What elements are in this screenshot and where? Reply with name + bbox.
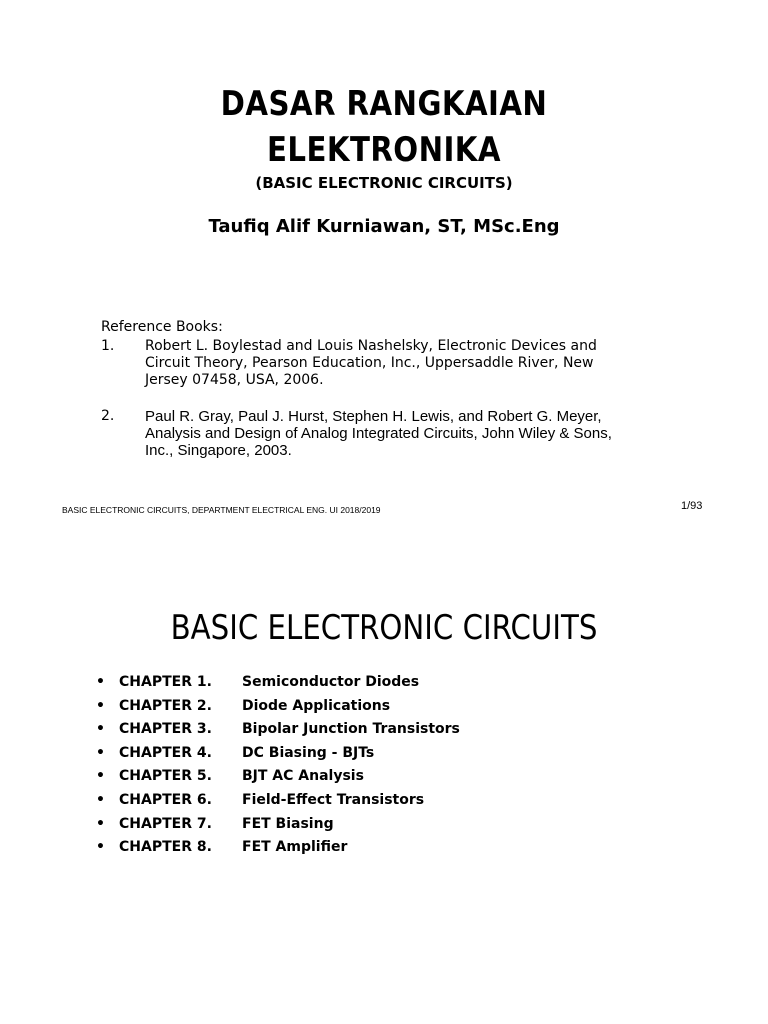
references-heading: Reference Books: [101,319,223,335]
reference-item-1 [101,338,701,398]
bullet-icon: • [96,768,105,785]
chapter-label: CHAPTER 1. [119,674,212,690]
chapter-list [96,674,596,863]
list-item [96,721,596,745]
chapter-name: Bipolar Junction Transistors [242,721,460,738]
bullet-icon: • [96,674,105,690]
list-item [96,745,596,769]
chapter-name: DC Biasing - BJTs [242,744,375,761]
chapter-label: CHAPTER 5. [119,768,212,785]
reference-number: 1. [101,338,115,354]
list-item [96,816,596,840]
chapter-name: Semiconductor Diodes [242,674,420,690]
chapter-label: CHAPTER 2. [119,697,212,714]
author-name: Taufiq Alif Kurniawan, ST, MSc.Eng [208,216,560,237]
chapter-label: CHAPTER 4. [119,744,212,761]
bullet-icon: • [96,721,105,738]
chapter-label: CHAPTER 7. [119,815,212,832]
reference-line: Analysis and Design of Analog Integrated Circuits, John Wiley & Sons, [145,425,612,442]
chapter-label: CHAPTER 3. [119,721,212,738]
reference-line: Circuit Theory, Pearson Education, Inc., Uppersaddle River, New [145,355,594,371]
reference-line: Robert L. Boylestad and Louis Nashelsky, Electronic Devices and [145,338,597,354]
chapter-name: Diode Applications [242,697,391,714]
reference-number: 2. [101,408,115,424]
bullet-icon: • [96,839,105,856]
list-item [96,792,596,816]
list-item [96,768,596,792]
document-title-line-2: ELEKTRONIKA [267,130,501,170]
list-item [96,698,596,722]
list-item [96,674,596,698]
bullet-icon: • [96,815,105,832]
bullet-icon: • [96,744,105,761]
bullet-icon: • [96,791,105,808]
slide-title: BASIC ELECTRONIC CIRCUITS [170,608,598,648]
page-number: 1/93 [681,500,703,512]
chapter-name: BJT AC Analysis [242,768,364,785]
document-subtitle: (BASIC ELECTRONIC CIRCUITS) [255,174,513,192]
chapter-name: FET Amplifier [242,839,348,856]
list-item [96,839,596,863]
chapter-name: FET Biasing [242,815,334,832]
reference-line: Jersey 07458, USA, 2006. [145,372,324,388]
page-footer: BASIC ELECTRONIC CIRCUITS, DEPARTMENT ELECTRICAL ENG. UI 2018/2019 [62,505,381,515]
reference-line: Paul R. Gray, Paul J. Hurst, Stephen H. Lewis, and Robert G. Meyer, [145,408,602,425]
bullet-icon: • [96,697,105,714]
chapter-label: CHAPTER 6. [119,791,212,808]
reference-item-2 [101,408,701,468]
chapter-name: Field-Effect Transistors [242,791,425,808]
chapter-label: CHAPTER 8. [119,839,212,856]
reference-line: Inc., Singapore, 2003. [145,442,292,459]
document-title-line-1: DASAR RANGKAIAN [220,84,548,124]
